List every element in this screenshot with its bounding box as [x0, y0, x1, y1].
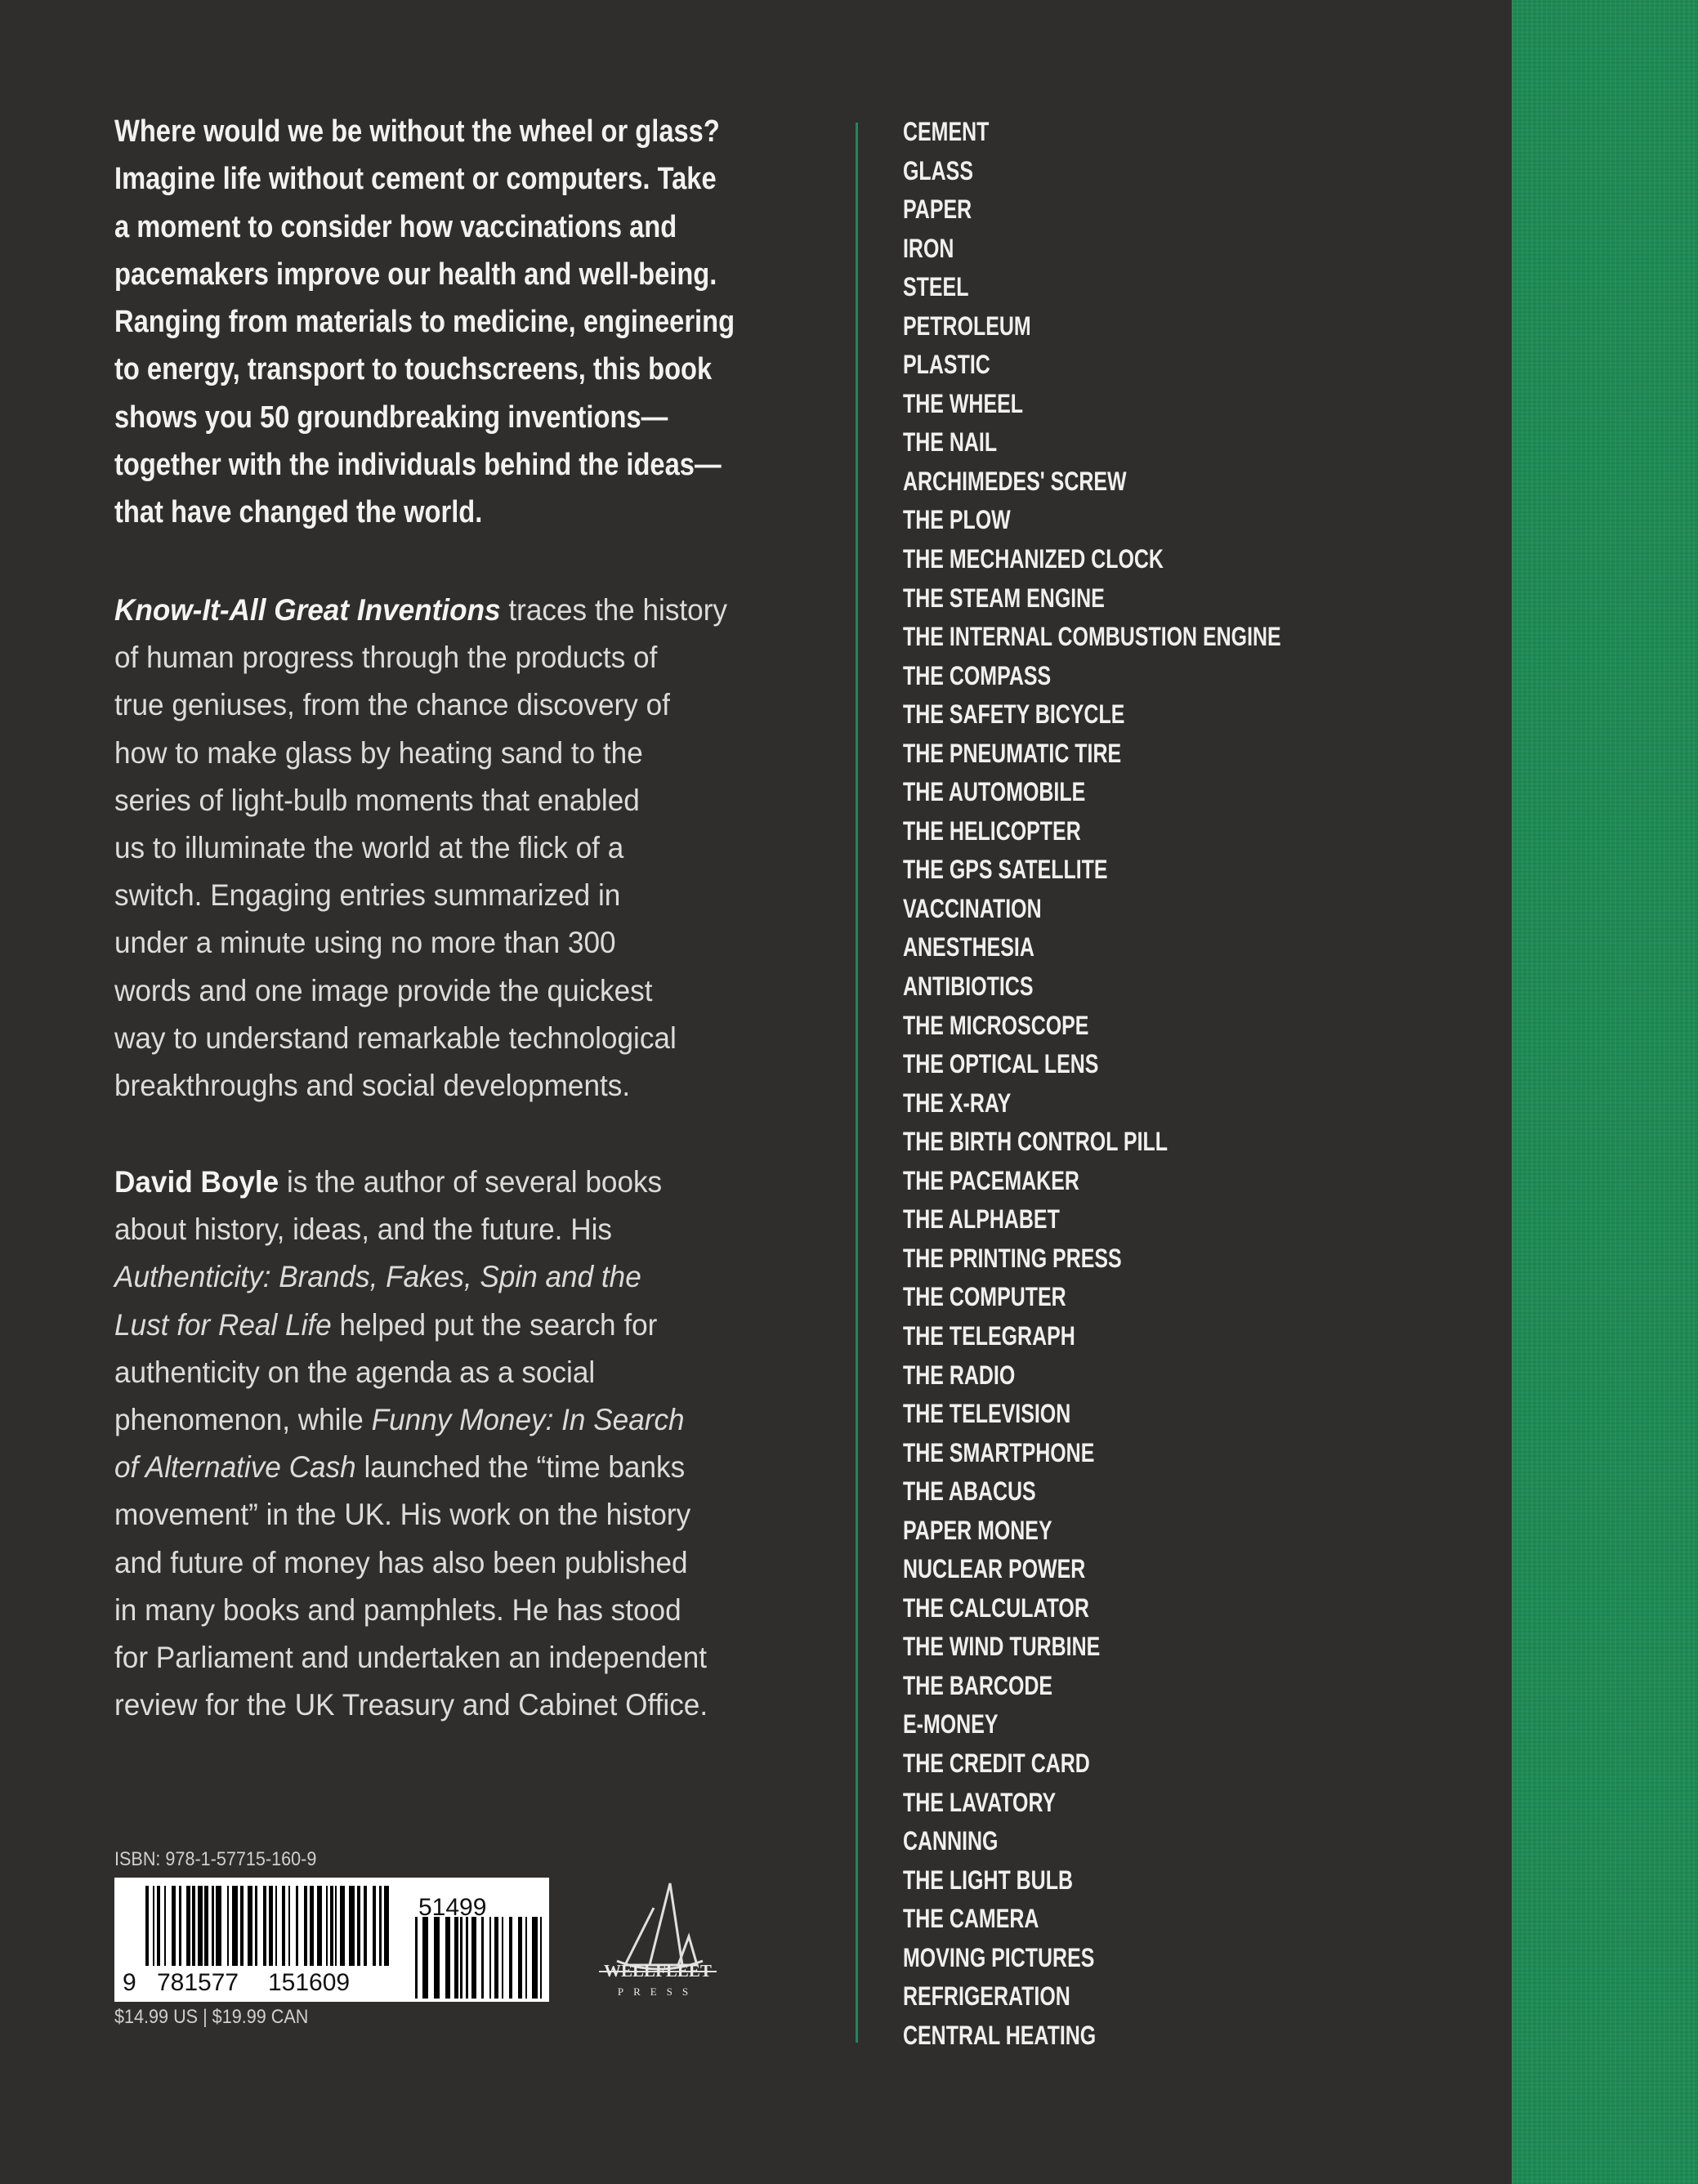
text-segment: switch. Engaging entries summarized in	[114, 878, 621, 913]
invention-item: THE HELICOPTER	[903, 815, 1081, 846]
invention-item: NUCLEAR POWER	[903, 1554, 1086, 1584]
text-line	[114, 1587, 708, 1634]
barcode-bar	[212, 1886, 214, 1966]
text-segment: pacemakers improve our health and well-being.	[114, 257, 717, 292]
text-line	[114, 441, 735, 489]
text-segment: helped put the search for	[331, 1307, 658, 1342]
text-line	[114, 489, 735, 536]
text-line	[114, 730, 727, 777]
barcode-group-1: 781577	[157, 1969, 239, 1996]
barcode-bar	[326, 1886, 328, 1966]
invention-item: THE CAMERA	[903, 1904, 1039, 1934]
invention-item: PLASTIC	[903, 350, 990, 380]
barcode-bar	[263, 1886, 266, 1966]
invention-item: THE SMARTPHONE	[903, 1437, 1095, 1467]
text-segment: phenomenon, while	[114, 1403, 372, 1437]
text-line	[114, 1062, 727, 1110]
text-segment: Know-It-All Great Inventions	[114, 593, 501, 627]
text-segment: series of light-bulb moments that enabled	[114, 783, 640, 817]
barcode-group-2: 151609	[268, 1969, 351, 1996]
invention-item: THE COMPUTER	[903, 1282, 1066, 1312]
description-paragraph	[114, 587, 727, 1110]
barcode-bar	[192, 1886, 195, 1966]
invention-item: THE COMPASS	[903, 660, 1052, 690]
invention-item: GLASS	[903, 155, 973, 185]
text-segment: David Boyle	[114, 1165, 279, 1199]
barcode-bar	[445, 1917, 450, 1999]
barcode-bar	[204, 1886, 208, 1966]
barcode-bar	[532, 1917, 538, 1999]
text-line	[114, 919, 727, 967]
invention-item: CANNING	[903, 1826, 999, 1856]
text-line	[114, 1634, 708, 1682]
divider-rule	[856, 123, 858, 2043]
text-line	[114, 681, 727, 729]
text-line	[114, 108, 735, 155]
price-text: $14.99 US | $19.99 CAN	[114, 2006, 309, 2028]
barcode-bar	[434, 1917, 440, 1999]
invention-item: THE MECHANIZED CLOCK	[903, 544, 1164, 574]
text-line	[114, 1253, 708, 1301]
text-segment: under a minute using no more than 300	[114, 926, 616, 960]
text-line	[114, 1491, 708, 1539]
publisher-name: WELLFLEET	[604, 1961, 712, 1981]
invention-item: THE X-RAY	[903, 1088, 1012, 1118]
text-segment: to energy, transport to touchscreens, this book	[114, 352, 713, 387]
text-segment: Lust for Real Life	[114, 1307, 332, 1342]
barcode	[114, 1878, 549, 2002]
barcode-bar	[304, 1886, 307, 1966]
invention-item: ANESTHESIA	[903, 932, 1034, 962]
text-segment: authenticity on the agenda as a social	[114, 1355, 596, 1389]
text-segment: Imagine life without cement or computers. Take	[114, 162, 717, 197]
invention-item: THE WHEEL	[903, 388, 1023, 418]
invention-item: THE OPTICAL LENS	[903, 1049, 1099, 1079]
barcode-bar	[384, 1886, 389, 1966]
publisher-logo	[592, 1875, 723, 2006]
text-line	[114, 394, 735, 441]
text-segment: that have changed the world.	[114, 495, 483, 530]
invention-item: VACCINATION	[903, 893, 1042, 923]
invention-item: PAPER MONEY	[903, 1515, 1052, 1545]
invention-item: IRON	[903, 233, 954, 263]
text-line	[114, 777, 727, 824]
text-segment: words and one image provide the quickest	[114, 973, 653, 1007]
invention-item: THE NAIL	[903, 427, 998, 458]
invention-item: PAPER	[903, 194, 972, 225]
text-line	[114, 155, 735, 203]
text-line	[114, 872, 727, 919]
text-line	[114, 1349, 708, 1396]
barcode-bar	[255, 1886, 257, 1966]
text-line	[114, 824, 727, 872]
text-line	[114, 298, 735, 346]
barcode-bar	[422, 1917, 428, 1999]
invention-item: THE PNEUMATIC TIRE	[903, 738, 1122, 768]
barcode-bar	[373, 1886, 376, 1966]
invention-item: CENTRAL HEATING	[903, 2020, 1097, 2050]
text-segment: movement” in the UK. His work on the history	[114, 1498, 691, 1532]
text-line	[114, 634, 727, 681]
barcode-bar	[317, 1886, 322, 1966]
barcode-bar	[494, 1917, 498, 1999]
text-segment: is the author of several books	[279, 1165, 663, 1199]
text-line	[114, 251, 735, 298]
barcode-bar	[232, 1886, 238, 1966]
text-line	[114, 1396, 708, 1444]
text-segment: Authenticity: Brands, Fakes, Spin and the	[114, 1260, 641, 1294]
barcode-bar	[481, 1917, 484, 1999]
invention-item: THE ABACUS	[903, 1476, 1036, 1507]
barcode-bar	[282, 1886, 285, 1966]
invention-item: THE PLOW	[903, 505, 1011, 535]
text-line	[114, 1206, 708, 1253]
barcode-bar	[489, 1917, 491, 1999]
invention-item: THE CALCULATOR	[903, 1592, 1089, 1623]
barcode-bar	[216, 1886, 221, 1966]
cloth-spine	[1512, 0, 1698, 2184]
text-segment: breakthroughs and social developments.	[114, 1069, 631, 1103]
invention-item: THE TELEVISION	[903, 1399, 1071, 1429]
barcode-addon-number: 51499	[418, 1894, 487, 1921]
invention-item: THE STEAM ENGINE	[903, 583, 1105, 613]
invention-item: MOVING PICTURES	[903, 1942, 1095, 1972]
invention-item: THE PRINTING PRESS	[903, 1243, 1122, 1273]
author-bio-paragraph	[114, 1159, 708, 1729]
text-segment: of Alternative Cash	[114, 1450, 356, 1485]
barcode-bar	[179, 1886, 181, 1966]
barcode-bar	[296, 1886, 298, 1966]
invention-item: STEEL	[903, 272, 969, 302]
barcode-bar	[454, 1917, 458, 1999]
text-line	[114, 587, 727, 634]
text-line	[114, 346, 735, 393]
invention-item: THE ALPHABET	[903, 1204, 1060, 1235]
invention-item: THE PACEMAKER	[903, 1165, 1079, 1195]
barcode-bar	[335, 1886, 337, 1966]
inventions-list	[903, 113, 1281, 2055]
barcode-bar	[275, 1886, 277, 1966]
text-segment: review for the UK Treasury and Cabinet Office.	[114, 1688, 708, 1722]
barcode-bar	[310, 1886, 314, 1966]
invention-item: THE BIRTH CONTROL PILL	[903, 1127, 1168, 1157]
text-segment: a moment to consider how vaccinations and	[114, 209, 677, 244]
barcode-bar	[248, 1886, 252, 1966]
barcode-bar	[330, 1886, 333, 1966]
barcode-bar	[379, 1886, 382, 1966]
invention-item: THE SAFETY BICYCLE	[903, 699, 1125, 730]
text-segment: launched the “time banks	[355, 1450, 686, 1485]
barcode-bar	[153, 1886, 154, 1966]
text-segment: true geniuses, from the chance discovery of	[114, 688, 670, 722]
barcode-bar	[518, 1917, 522, 1999]
text-line	[114, 1682, 708, 1729]
barcode-bar	[164, 1886, 166, 1966]
text-line	[114, 203, 735, 251]
text-segment: Ranging from materials to medicine, engineering	[114, 305, 735, 340]
barcode-bar	[340, 1886, 345, 1966]
isbn-text: ISBN: 978-1-57715-160-9	[114, 1848, 317, 1870]
barcode-bar	[357, 1886, 360, 1966]
text-line	[114, 1302, 708, 1349]
text-segment: of human progress through the products of	[114, 641, 658, 675]
barcode-bar	[466, 1917, 468, 1999]
invention-item: CEMENT	[903, 117, 990, 146]
text-line	[114, 1159, 708, 1206]
text-segment: shows you 50 groundbreaking inventions—	[114, 400, 668, 435]
barcode-bar	[145, 1886, 149, 1966]
barcode-bar	[269, 1886, 273, 1966]
invention-item: ARCHIMEDES' SCREW	[903, 466, 1127, 496]
text-segment: and future of money has also been published	[114, 1545, 688, 1579]
barcode-bar	[460, 1917, 462, 1999]
text-line	[114, 967, 727, 1015]
barcode-bar	[240, 1886, 244, 1966]
text-segment: how to make glass by heating sand to the	[114, 735, 643, 770]
text-line	[114, 1015, 727, 1062]
invention-item: THE TELEGRAPH	[903, 1320, 1075, 1351]
text-segment: traces the history	[500, 593, 728, 627]
invention-item: THE LIGHT BULB	[903, 1865, 1073, 1895]
text-segment: Funny Money: In Search	[371, 1403, 685, 1437]
barcode-bar	[415, 1917, 418, 1999]
barcode-bar	[157, 1886, 160, 1966]
text-segment: us to illuminate the world at the flick of a	[114, 831, 624, 865]
text-line	[114, 1444, 708, 1491]
text-segment: way to understand remarkable technological	[114, 1021, 677, 1055]
invention-item: THE WIND TURBINE	[903, 1632, 1101, 1662]
invention-item: REFRIGERATION	[903, 1981, 1070, 2012]
barcode-bar	[288, 1886, 290, 1966]
invention-item: THE INTERNAL COMBUSTION ENGINE	[903, 622, 1281, 652]
invention-item: ANTIBIOTICS	[903, 971, 1034, 1002]
barcode-bar	[471, 1917, 476, 1999]
text-segment: Where would we be without the wheel or glass?	[114, 114, 720, 149]
invention-item: THE CREDIT CARD	[903, 1748, 1090, 1778]
invention-item: THE LAVATORY	[903, 1787, 1057, 1817]
barcode-bar	[227, 1886, 229, 1966]
barcode-bar	[364, 1886, 367, 1966]
barcode-lead-digit: 9	[123, 1969, 136, 1996]
barcode-bar	[502, 1917, 503, 1999]
barcode-bar	[509, 1917, 512, 1999]
text-segment: in many books and pamphlets. He has stood	[114, 1592, 681, 1627]
barcode-bar	[198, 1886, 203, 1966]
blurb-paragraph	[114, 108, 735, 537]
barcode-bar	[186, 1886, 190, 1966]
publisher-sub: PRESS	[617, 1985, 699, 1998]
text-segment: together with the individuals behind the ideas—	[114, 448, 722, 483]
invention-item: THE MICROSCOPE	[903, 1010, 1089, 1040]
invention-item: THE BARCODE	[903, 1670, 1053, 1700]
barcode-bar	[172, 1886, 176, 1966]
text-segment: about history, ideas, and the future. His	[114, 1213, 612, 1247]
invention-item: E-MONEY	[903, 1709, 999, 1740]
invention-item: PETROLEUM	[903, 310, 1031, 341]
text-segment: for Parliament and undertaken an independent	[114, 1641, 708, 1675]
text-line	[114, 1539, 708, 1587]
barcode-bar	[349, 1886, 355, 1966]
barcode-bar	[525, 1917, 527, 1999]
invention-item: THE AUTOMOBILE	[903, 777, 1086, 807]
barcode-bar	[540, 1917, 542, 1999]
invention-item: THE GPS SATELLITE	[903, 855, 1108, 885]
invention-item: THE RADIO	[903, 1360, 1016, 1390]
